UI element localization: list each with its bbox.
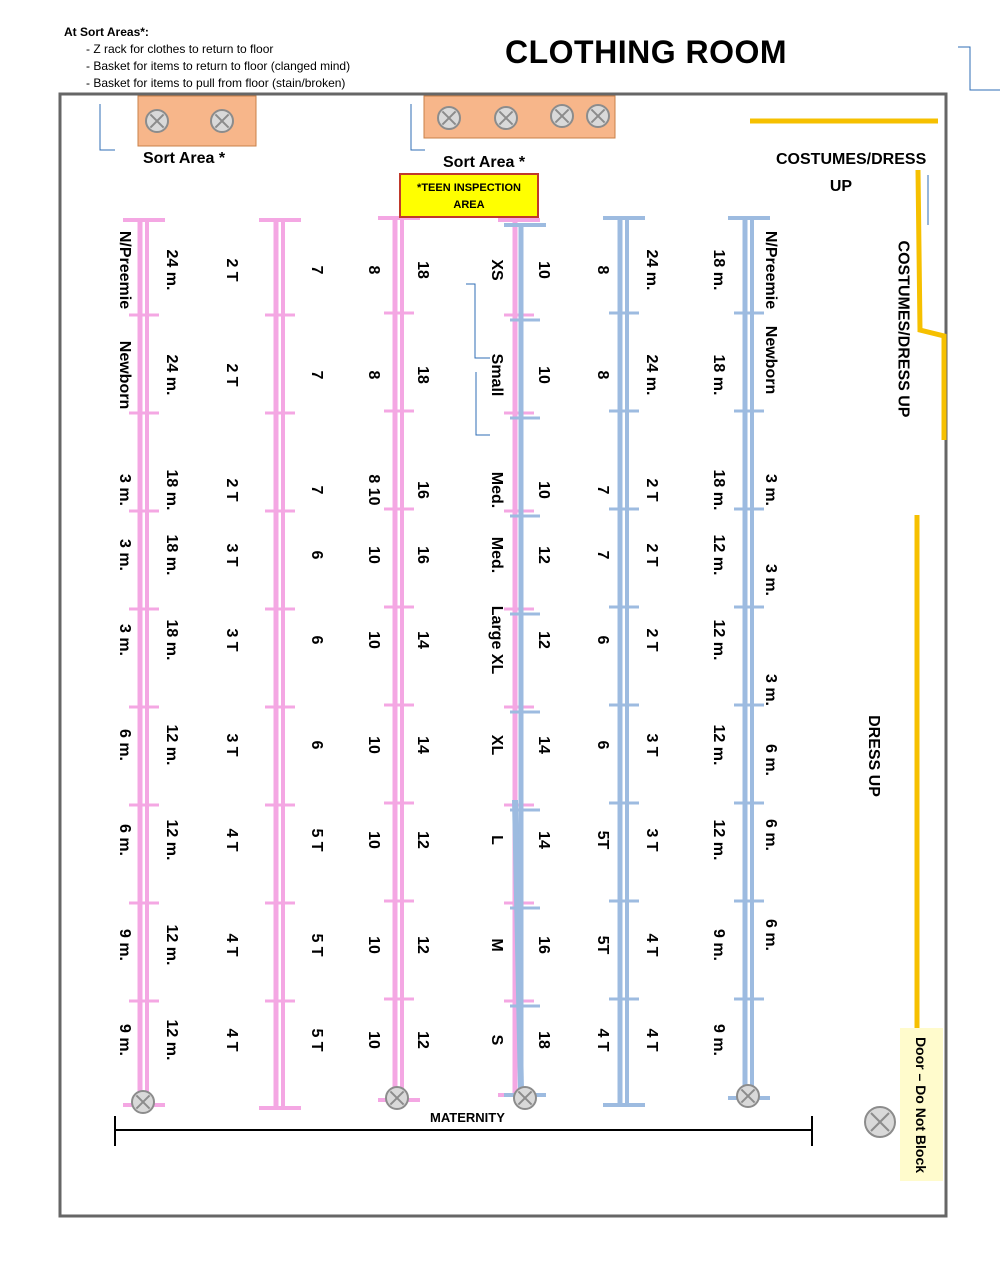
rack-size-label: 12 [413, 936, 431, 954]
rack-size-label: 18 m. [162, 534, 180, 576]
sort-area-label-center: Sort Area * [443, 154, 526, 171]
rack-size-label: 8 [364, 265, 382, 275]
rack-size-label: 18 m. [709, 469, 727, 511]
rack-size-label: 14 [413, 631, 431, 649]
bracket-mark [466, 284, 490, 358]
rack-size-label: 9 m. [115, 928, 133, 962]
rack-size-label: 18 m. [162, 619, 180, 661]
rack-size-label: 10 [534, 366, 552, 384]
rack-size-label: 12 m. [162, 724, 180, 766]
notes-title: At Sort Areas*: [64, 25, 149, 39]
rack-size-label: 9 m. [709, 928, 727, 962]
racks-layer [123, 218, 770, 1108]
rack-size-label: 12 m. [709, 534, 727, 576]
rack-size-label: 18 [413, 261, 431, 279]
rack-size-label: 12 m. [709, 724, 727, 766]
basket-icon [438, 107, 460, 129]
rack-size-label: 7 [593, 550, 611, 560]
rack-size-label: 10 [364, 631, 382, 649]
rack-size-label: 3 m. [115, 623, 133, 657]
rack-size-label: 8 [364, 370, 382, 380]
rack-size-label: 6 m. [115, 728, 133, 762]
door-label: Door – Do Not Block [913, 1036, 930, 1174]
rack-size-label: 8 10 [364, 474, 382, 506]
rack-size-label: Newborn [115, 340, 133, 410]
rack-size-label: 5 T [307, 933, 325, 957]
rack-size-label: 6 m. [761, 818, 779, 852]
basket-icon [386, 1087, 408, 1109]
rack-size-label: 4 T [222, 933, 240, 957]
rack-size-label: 3 T [222, 733, 240, 757]
basket-icon [551, 105, 573, 127]
rack-size-label: 12 [534, 546, 552, 564]
rack-size-label: 6 [307, 635, 325, 645]
rack-size-label: 12 [534, 631, 552, 649]
rack-size-label: 3 m. [761, 563, 779, 597]
rack-size-label: 16 [413, 546, 431, 564]
bracket-mark [100, 104, 115, 150]
rack-size-label: S [487, 1034, 505, 1046]
rack-size-label: 10 [534, 481, 552, 499]
rack-size-label: M [487, 938, 505, 952]
rack-size-label: 10 [364, 546, 382, 564]
rack-size-label: 18 m. [709, 249, 727, 291]
costumes-side-label: COSTUMES/DRESS UP [894, 240, 912, 418]
rack-size-label: 2 T [642, 543, 660, 567]
rack-size-label: 12 m. [162, 1019, 180, 1061]
rack-size-label: 12 [413, 831, 431, 849]
basket-icon [865, 1107, 895, 1137]
rack-size-label: 4 T [642, 1028, 660, 1052]
corner-bracket [958, 47, 1000, 90]
rack-size-label: 10 [364, 936, 382, 954]
rack-size-label: 7 [307, 485, 325, 495]
rack-size-label: 4 T [593, 1028, 611, 1052]
rack-size-label: 6 [593, 635, 611, 645]
basket-icon [587, 105, 609, 127]
rack-size-label: 10 [364, 831, 382, 849]
rack-size-label: 3 m. [761, 473, 779, 507]
rack-size-label: 18 [413, 366, 431, 384]
rack-size-label: 9 m. [115, 1023, 133, 1057]
basket-icon [146, 110, 168, 132]
basket-icon [514, 1087, 536, 1109]
rack-size-label: 3 m. [115, 473, 133, 507]
rack-size-label: XS [487, 259, 505, 281]
page-title: CLOTHING ROOM [505, 34, 788, 70]
rack-size-label: 24 m. [642, 354, 660, 396]
teen-inspection-area: *TEEN INSPECTION AREA [399, 173, 539, 218]
rack-size-label: 8 [593, 370, 611, 380]
rack-size-label: 6 m. [761, 918, 779, 952]
rack-labels-layer [116, 231, 779, 1061]
rack-size-label: 3 T [642, 733, 660, 757]
rack-size-label: Large XL [487, 605, 505, 675]
rack-size-label: 5 T [307, 828, 325, 852]
note-item: - Basket for items to return to floor (clanged mind) [86, 59, 351, 73]
rack-size-label: Newborn [761, 325, 779, 395]
rack-size-label: Small [487, 353, 505, 397]
note-item: - Basket for items to pull from floor (stain/broken) [86, 76, 346, 90]
basket-icon [211, 110, 233, 132]
rack-size-label: 3 T [222, 628, 240, 652]
rack-size-label: 4 T [222, 1028, 240, 1052]
rack-size-label: 2 T [222, 363, 240, 387]
rack-size-label: 16 [534, 936, 552, 954]
rack-size-label: 3 m. [761, 673, 779, 707]
rack-size-label: 5 T [307, 1028, 325, 1052]
costumes-top-label: COSTUMES/DRESS UP [776, 151, 927, 195]
rack-size-label: 10 [534, 261, 552, 279]
rack-size-label: 7 [593, 485, 611, 495]
rack-size-label: 4 T [222, 828, 240, 852]
basket-icon [495, 107, 517, 129]
rack-size-label: 24 m. [642, 249, 660, 291]
rack-size-label: 12 m. [709, 819, 727, 861]
note-item: - Z rack for clothes to return to floor [86, 42, 274, 56]
sort-area-label-left: Sort Area * [143, 150, 226, 167]
maternity-label: MATERNITY [430, 1110, 505, 1125]
rack-size-label: 5T [593, 935, 611, 955]
rack-size-label: 10 [364, 1031, 382, 1049]
rack-size-label: 10 [364, 736, 382, 754]
rack-size-label: 6 [307, 740, 325, 750]
rack-size-label: XL [487, 734, 505, 756]
rack-size-label: 2 T [642, 628, 660, 652]
rack-size-label: 18 [534, 1031, 552, 1049]
rack-size-label: 14 [534, 831, 552, 849]
rack-size-label: N/Preemie [115, 230, 133, 310]
rack-size-label: 12 [413, 1031, 431, 1049]
costume-wall-side [918, 170, 944, 440]
rack-size-label: 6 m. [761, 743, 779, 777]
rack-size-label: 18 m. [162, 469, 180, 511]
dress-up-label: DRESS UP [864, 715, 882, 797]
rack-size-label: 7 [307, 370, 325, 380]
rack-size-label: Med. [487, 536, 505, 574]
rack-size-label: 6 [307, 550, 325, 560]
rack-size-label: 16 [413, 481, 431, 499]
rack-size-label: 3 m. [115, 538, 133, 572]
rack-size-label: 8 [593, 265, 611, 275]
rack-size-label: 6 m. [115, 823, 133, 857]
basket-icon [737, 1085, 759, 1107]
rack-size-label: Med. [487, 471, 505, 509]
rack-size-label: N/Preemie [761, 230, 779, 310]
rack-size-label: 2 T [642, 478, 660, 502]
rack-size-label: L [487, 835, 505, 845]
rack-size-label: 18 m. [709, 354, 727, 396]
rack-size-label: 2 T [222, 478, 240, 502]
rack-size-label: 24 m. [162, 354, 180, 396]
rack-size-label: 14 [534, 736, 552, 754]
rack-size-label: 7 [307, 265, 325, 275]
rack-size-label: 9 m. [709, 1023, 727, 1057]
rack-size-label: 6 [593, 740, 611, 750]
bracket-mark [411, 104, 425, 150]
rack-size-label: 14 [413, 736, 431, 754]
basket-icon [132, 1091, 154, 1113]
rack-size-label: 12 m. [162, 924, 180, 966]
rack-size-label: 24 m. [162, 249, 180, 291]
rack-size-label: 3 T [642, 828, 660, 852]
rack-size-label: 4 T [642, 933, 660, 957]
rack-size-label: 3 T [222, 543, 240, 567]
rack-size-label: 12 m. [709, 619, 727, 661]
rack-size-label: 2 T [222, 258, 240, 282]
rack-size-label: 5T [593, 830, 611, 850]
rack-size-label: 12 m. [162, 819, 180, 861]
